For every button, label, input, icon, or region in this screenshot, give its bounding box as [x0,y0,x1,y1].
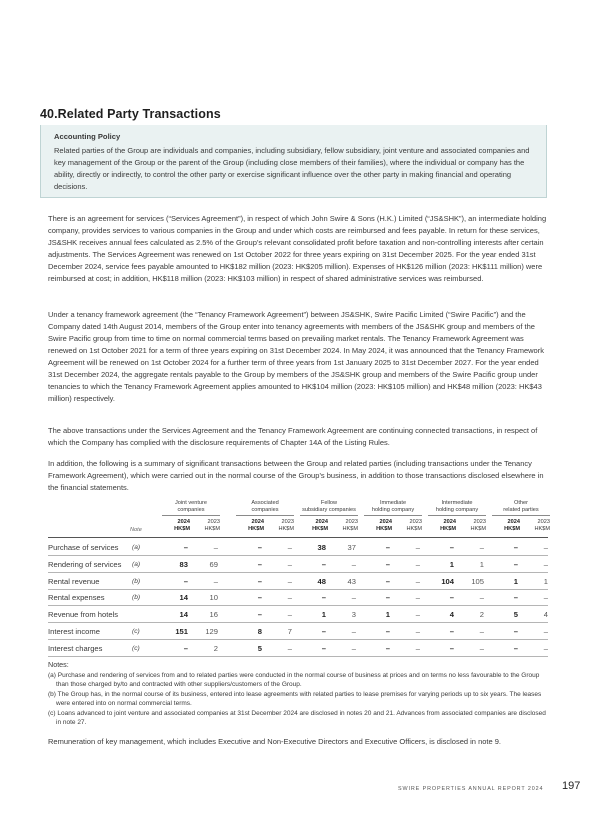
unit-label: HK$M [406,526,422,532]
cell-value-2023: – [415,627,420,636]
table-row [48,540,548,556]
cell-value-2023: 1 [479,559,484,569]
unit-label: HK$M [204,526,220,532]
table-row [48,574,548,590]
cell-value-2023: – [287,559,292,569]
year-header-prior [330,519,358,533]
policy-text: Related parties of the Group are individuals and companies, including subsidiary, fellow subsidiary, joint venture and associated companies and key management of the Group or the parent of the Group (including close members of their families), where the individual or company has the ability, directly or indirectly, to control the other party or exercise significant influence over the other party in making financial and operating decisions. [54,146,530,191]
row-note-ref: (a) [132,544,141,551]
year-label: 2024 [443,519,456,525]
column-group-subname: holding company [371,507,415,513]
column-group-header [488,500,554,514]
table-header-rule [48,537,548,538]
cell-value-2023: – [479,593,484,603]
cell-value-2024: – [183,543,188,552]
cell-value-2023: 37 [347,543,356,552]
cell-value-2024: – [449,593,454,603]
year-label: 2023 [409,519,422,525]
cell-value-2024: – [513,643,518,653]
year-header-prior [266,519,294,533]
note-column-header: Note [130,527,142,533]
year-header-prior [522,519,550,533]
column-group-name: Immediate [379,500,407,506]
row-label: Interest income [48,627,100,636]
row-label: Rental expenses [48,593,105,603]
cell-value-2024: – [257,576,262,586]
row-note-ref: (c) [132,644,140,652]
column-group-subname: holding company [435,507,479,513]
table-row [48,624,548,640]
column-group-rule [236,515,294,516]
column-group-rule [162,515,220,516]
year-header-prior [458,519,486,533]
column-group-header [232,500,298,514]
year-label: 2024 [177,519,190,525]
year-label: 2024 [315,519,328,525]
cell-value-2024: 38 [317,543,326,552]
column-group-subname: subsidiary companies [302,507,356,513]
policy-heading: Accounting Policy [54,132,121,141]
cell-value-2023: 69 [209,559,218,569]
cell-value-2023: 2 [479,610,484,620]
cell-value-2024: 1 [449,559,454,569]
cell-value-2023: 43 [347,576,356,586]
paragraph-connected-transactions: The above transactions under the Services Agreement and the Tenancy Framework Agreement are continuing connected transactions, in respect of which the Company has complied with the disclosure requirements of Chapter 14A of the Listing Rules. [48,426,538,447]
cell-value-2023: 1 [543,576,548,586]
cell-value-2023: – [415,576,420,586]
year-header-current [236,519,264,533]
cell-value-2023: – [415,593,420,603]
note-item: (b) The Group has, in the normal course of its business, entered into lease agreements with related parties to lease premises for varying periods up to six years. The leases were entered into on normal commercial terms. [48,691,542,707]
notes-section [48,660,548,728]
closing-paragraph: Remuneration of key management, which includes Executive and Non-Executive Directors and Executive Officers, is disclosed in note 9. [48,737,502,746]
cell-value-2024: 5 [257,643,262,653]
paragraph-services-agreement: There is an agreement for services (“Services Agreement”), in respect of which John Swire & Sons (H.K.) Limited (“JS&SHK”), an intermediate holding company, provides services to various companies in the Group and under which costs are reimbursed and fees payable. In return for these services, JS&SHK receives annual fees calculated as 2.5% of the Group’s relevant consolidated profit before taxation and non-controlling interests after certain adjustments. The Services Agreement was renewed on 1st October 2022 for three years expiring on 31st December 2025. For the year ended 31st December 2024, service fees payable amounted to HK$182 million (2023: HK$205 million). Expenses of HK$126 million (2023: HK$111 million) were reimbursed at cost; in addition, HK$118 million (2023: HK$103 million) in respect of shared administrative services was reimbursed. [48,214,547,283]
column-group-name: Associated [251,500,279,506]
cell-value-2024: 1 [385,610,390,620]
cell-value-2023: – [351,593,356,603]
cell-value-2024: 1 [513,576,518,586]
year-label: 2023 [207,519,220,525]
footer-report-name: SWIRE PROPERTIES ANNUAL REPORT 2024 [398,786,544,792]
note-item: (a) Purchase and rendering of services from and to related parties were conducted in the normal course of business at prices and on terms no less favourable to the Group than those charged by/to and contracted with other suppliers/customers of the Group. [48,672,540,688]
column-group-header [296,500,362,514]
year-header-prior [394,519,422,533]
cell-value-2024: 1 [321,610,326,620]
unit-label: HK$M [312,526,328,532]
cell-value-2024: – [385,559,390,569]
cell-value-2023: – [351,559,356,569]
cell-value-2024: – [449,627,454,636]
cell-value-2024: 48 [317,576,326,586]
notes-heading: Notes: [48,660,69,669]
cell-value-2024: – [385,543,390,552]
row-note-ref: (a) [132,560,141,568]
cell-value-2023: – [351,643,356,653]
cell-value-2023: – [543,627,548,636]
cell-value-2024: – [513,543,518,552]
cell-value-2024: – [513,559,518,569]
cell-value-2024: 83 [179,559,188,569]
unit-label: HK$M [174,526,190,532]
unit-label: HK$M [534,526,550,532]
cell-value-2024: – [321,643,326,653]
cell-value-2024: – [321,627,326,636]
cell-value-2024: – [257,593,262,603]
cell-value-2023: – [287,610,292,620]
unit-label: HK$M [376,526,392,532]
year-header-current [492,519,520,533]
year-label: 2024 [379,519,392,525]
row-label: Rendering of services [48,559,122,569]
cell-value-2023: – [415,610,420,620]
cell-value-2024: – [257,543,262,552]
column-group-header [424,500,490,514]
cell-value-2024: – [257,610,262,620]
cell-value-2023: – [543,643,548,653]
year-header-current [364,519,392,533]
column-group-subname: companies [251,507,279,513]
year-header-current [300,519,328,533]
unit-label: HK$M [504,526,520,532]
column-group-subname: related parties [503,507,539,513]
cell-value-2024: – [513,593,518,603]
page-number: 197 [562,780,581,792]
cell-value-2023: 4 [543,610,548,620]
cell-value-2023: – [479,543,484,552]
unit-label: HK$M [342,526,358,532]
column-group-rule [364,515,422,516]
paragraph-tenancy-agreement: Under a tenancy framework agreement (the “Tenancy Framework Agreement”) between JS&SHK, Swire Pacific Limited (“Swire Pacific”) and the Company dated 14th August 2014, members of the Group enter into tenancy agreements with members of the JS&SHK group and members of the Swire Pacific group from time to time on normal commercial terms based on prevailing market rentals. The Tenancy Framework Agreement was renewed on 1st October 2021 for a term of three years expiring on 31st December 2024. In May 2024, it was announced that the Tenancy Framework Agreement will be renewed on 1st October 2024 for a further term of three years from 1st January 2025 to 31st December 2027. For the year ended 31st December 2024, the aggregate rentals payable to the Group by members of the JS&SHK group and members of the Swire Pacific group under tenancies to which the Tenancy Framework Agreement applies amounted to HK$104 million (2023: HK$105 million) and HK$48 million (2023: HK$43 million) respectively. [48,310,544,403]
cell-value-2023: – [415,559,420,569]
column-group-header [360,500,426,514]
cell-value-2024: – [257,559,262,569]
cell-value-2023: 105 [471,576,484,586]
cell-value-2024: – [513,627,518,636]
cell-value-2024: – [385,627,390,636]
cell-value-2024: 5 [513,610,518,620]
cell-value-2023: – [543,559,548,569]
cell-value-2024: 104 [441,576,454,586]
column-group-rule [300,515,358,516]
cell-value-2024: 4 [449,610,454,620]
column-group-name: Fellow [320,500,338,506]
cell-value-2024: – [321,559,326,569]
year-label: 2023 [537,519,550,525]
cell-value-2023: – [543,593,548,603]
unit-label: HK$M [440,526,456,532]
year-header-current [428,519,456,533]
cell-value-2024: – [183,643,188,653]
table-row [48,590,548,606]
column-group-rule [492,515,550,516]
table-row [48,607,548,623]
cell-value-2023: – [415,543,420,552]
cell-value-2024: – [321,593,326,603]
cell-value-2024: – [385,643,390,653]
row-label: Purchase of services [48,543,119,552]
column-group-name: Other [514,500,528,506]
unit-label: HK$M [470,526,486,532]
cell-value-2023: – [287,643,292,653]
table-row [48,557,548,573]
cell-value-2023: – [287,576,292,586]
year-label: 2023 [473,519,486,525]
cell-value-2024: – [183,576,188,586]
column-group-name: Joint venture [174,500,208,506]
cell-value-2023: – [479,627,484,636]
year-header-current [162,519,190,533]
column-group-subname: companies [177,507,205,513]
paragraph-summary-intro: In addition, the following is a summary of significant transactions between the Group and related parties (including transactions under the Tenancy Framework Agreement), which were carried out in the normal course of the Group’s business, in addition to those transactions disclosed elsewhere in the financial statements. [48,459,544,492]
year-header-prior [192,519,220,533]
row-note-ref: (b) [132,577,141,585]
cell-value-2024: 8 [257,627,262,636]
row-label: Rental revenue [48,576,100,586]
cell-value-2024: – [449,643,454,653]
cell-value-2023: – [287,593,292,603]
unit-label: HK$M [248,526,264,532]
cell-value-2023: 2 [213,643,218,653]
column-group-name: Intermediate [441,500,473,506]
cell-value-2024: – [385,576,390,586]
column-group-header [158,500,224,514]
year-label: 2024 [507,519,520,525]
section-title: 40.Related Party Transactions [40,107,221,121]
cell-value-2023: 7 [287,627,292,636]
cell-value-2023: – [479,643,484,653]
row-note-ref: (c) [132,628,140,635]
row-label: Interest charges [48,643,103,653]
cell-value-2024: 14 [179,610,188,620]
cell-value-2024: – [385,593,390,603]
accounting-policy-box [40,125,547,198]
cell-value-2023: 129 [205,627,218,636]
cell-value-2023: – [213,576,218,586]
cell-value-2023: – [351,627,356,636]
unit-label: HK$M [278,526,294,532]
cell-value-2023: – [213,543,218,552]
cell-value-2024: 151 [175,627,188,636]
cell-value-2024: – [449,543,454,552]
cell-value-2023: – [415,643,420,653]
row-label: Revenue from hotels [48,610,119,620]
note-item: (c) Loans advanced to joint venture and associated companies at 31st December 2024 are disclosed in notes 20 and 21. Advances from associated companies are disclosed in note 27. [48,710,546,726]
cell-value-2024: 14 [179,593,188,603]
year-label: 2023 [281,519,294,525]
year-label: 2023 [345,519,358,525]
table-row [48,641,548,657]
cell-value-2023: – [287,543,292,552]
year-label: 2024 [251,519,264,525]
cell-value-2023: 10 [209,593,218,603]
cell-value-2023: 3 [351,610,356,620]
cell-value-2023: – [543,543,548,552]
row-note-ref: (b) [132,594,141,602]
cell-value-2023: 16 [209,610,218,620]
column-group-rule [428,515,486,516]
